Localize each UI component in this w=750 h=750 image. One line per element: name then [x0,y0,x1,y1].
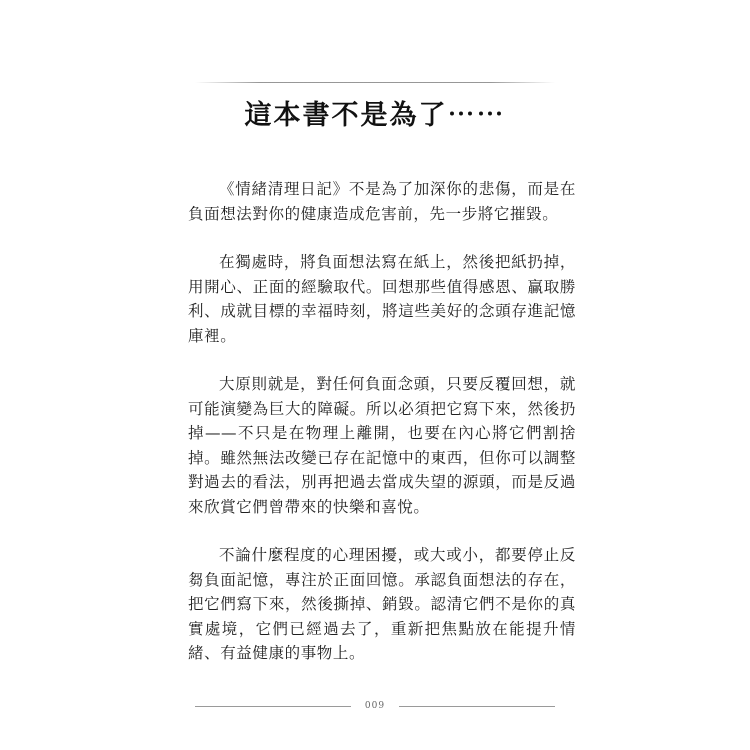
paragraph-2: 在獨處時，將負面想法寫在紙上，然後把紙扔掉，用開心、正面的經驗取代。回想那些值得感恩、贏取勝利、成就目標的幸福時刻，將這些美好的念頭存進記憶庫裡。 [188,253,576,345]
paragraph-1: 《情緒清理日記》不是為了加深你的悲傷，而是在負面想法對你的健康造成危害前，先一步將它摧毀。 [188,180,576,223]
page-number: 009 [364,701,386,711]
footer-rule-right [399,706,555,707]
page-footer [195,699,555,713]
paragraph-3: 大原則就是，對任何負面念頭，只要反覆回想，就可能演變為巨大的障礙。所以必須把它寫下來，然後扔掉——不只是在物理上離開，也要在內心將它們割捨掉。雖然無法改變已存在記憶中的東西，但你可以調整對過去的看法，別再把過去當成失望的源頭，而是反過來欣賞它們曾帶來的快樂和喜悅。 [188,375,576,516]
paragraph-4: 不論什麼程度的心理困擾，或大或小，都要停止反芻負面記憶，專注於正面回憶。承認負面想法的存在，把它們寫下來，然後撕掉、銷毀。認清它們不是你的真實處境，它們已經過去了，重新把焦點放在能提升情緒、有益健康的事物上。 [188,546,576,662]
chapter-title: 這本書不是為了⋯⋯ [244,100,506,131]
top-rule [195,82,555,83]
body-text [188,177,576,690]
